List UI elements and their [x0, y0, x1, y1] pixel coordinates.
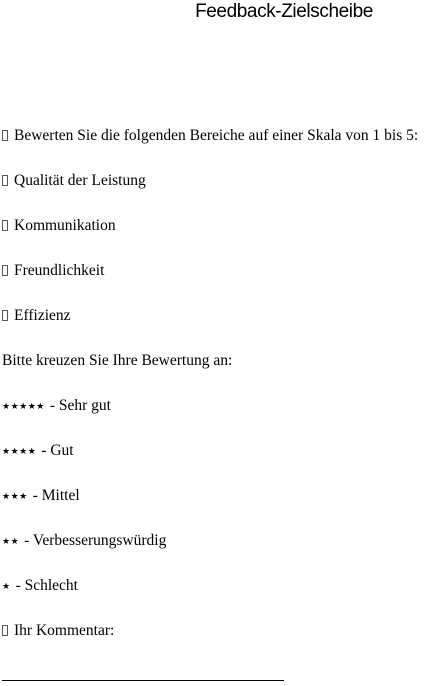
missing-glyph-box-icon: [2, 130, 8, 141]
rating-option-4: [2, 442, 74, 461]
area-item-friendliness: [2, 262, 104, 280]
rating-label: - Schlecht: [15, 577, 78, 594]
rating-label: - Gut: [41, 442, 74, 459]
rating-option-3: [2, 487, 80, 506]
star-icon: ★: [2, 582, 11, 592]
rating-option-1: [2, 577, 78, 596]
missing-glyph-box-icon: [2, 220, 8, 231]
area-item-communication: [2, 217, 116, 235]
missing-glyph-box-icon: [2, 265, 8, 276]
star-icon: ★★★: [2, 492, 28, 502]
area-label: Qualität der Leistung: [14, 172, 146, 189]
missing-glyph-box-icon: [2, 625, 8, 636]
area-label: Kommunikation: [14, 217, 116, 234]
star-icon: ★★: [2, 537, 20, 547]
page-title: Feedback-Zielscheibe: [195, 1, 373, 22]
star-icon: ★★★★: [2, 447, 37, 457]
area-label: Effizienz: [14, 307, 71, 324]
rating-label: - Mittel: [32, 487, 80, 504]
comment-line[interactable]: [2, 680, 284, 681]
instruction-text: Bitte kreuzen Sie Ihre Bewertung an:: [2, 352, 233, 369]
rating-option-2: [2, 532, 166, 551]
intro-line: [2, 127, 418, 145]
area-label: Freundlichkeit: [14, 262, 105, 279]
rating-label: - Verbesserungswürdig: [24, 532, 167, 549]
comment-label-line: [2, 622, 114, 640]
rating-option-5: [2, 397, 111, 416]
rating-label: - Sehr gut: [49, 397, 111, 414]
star-icon: ★★★★★: [2, 402, 45, 412]
missing-glyph-box-icon: [2, 175, 8, 186]
comment-label: Ihr Kommentar:: [14, 622, 115, 639]
intro-text: Bewerten Sie die folgenden Bereiche auf einer Skala von 1 bis 5:: [14, 127, 419, 144]
area-item-efficiency: [2, 307, 71, 325]
missing-glyph-box-icon: [2, 310, 8, 321]
area-item-quality: [2, 172, 146, 190]
